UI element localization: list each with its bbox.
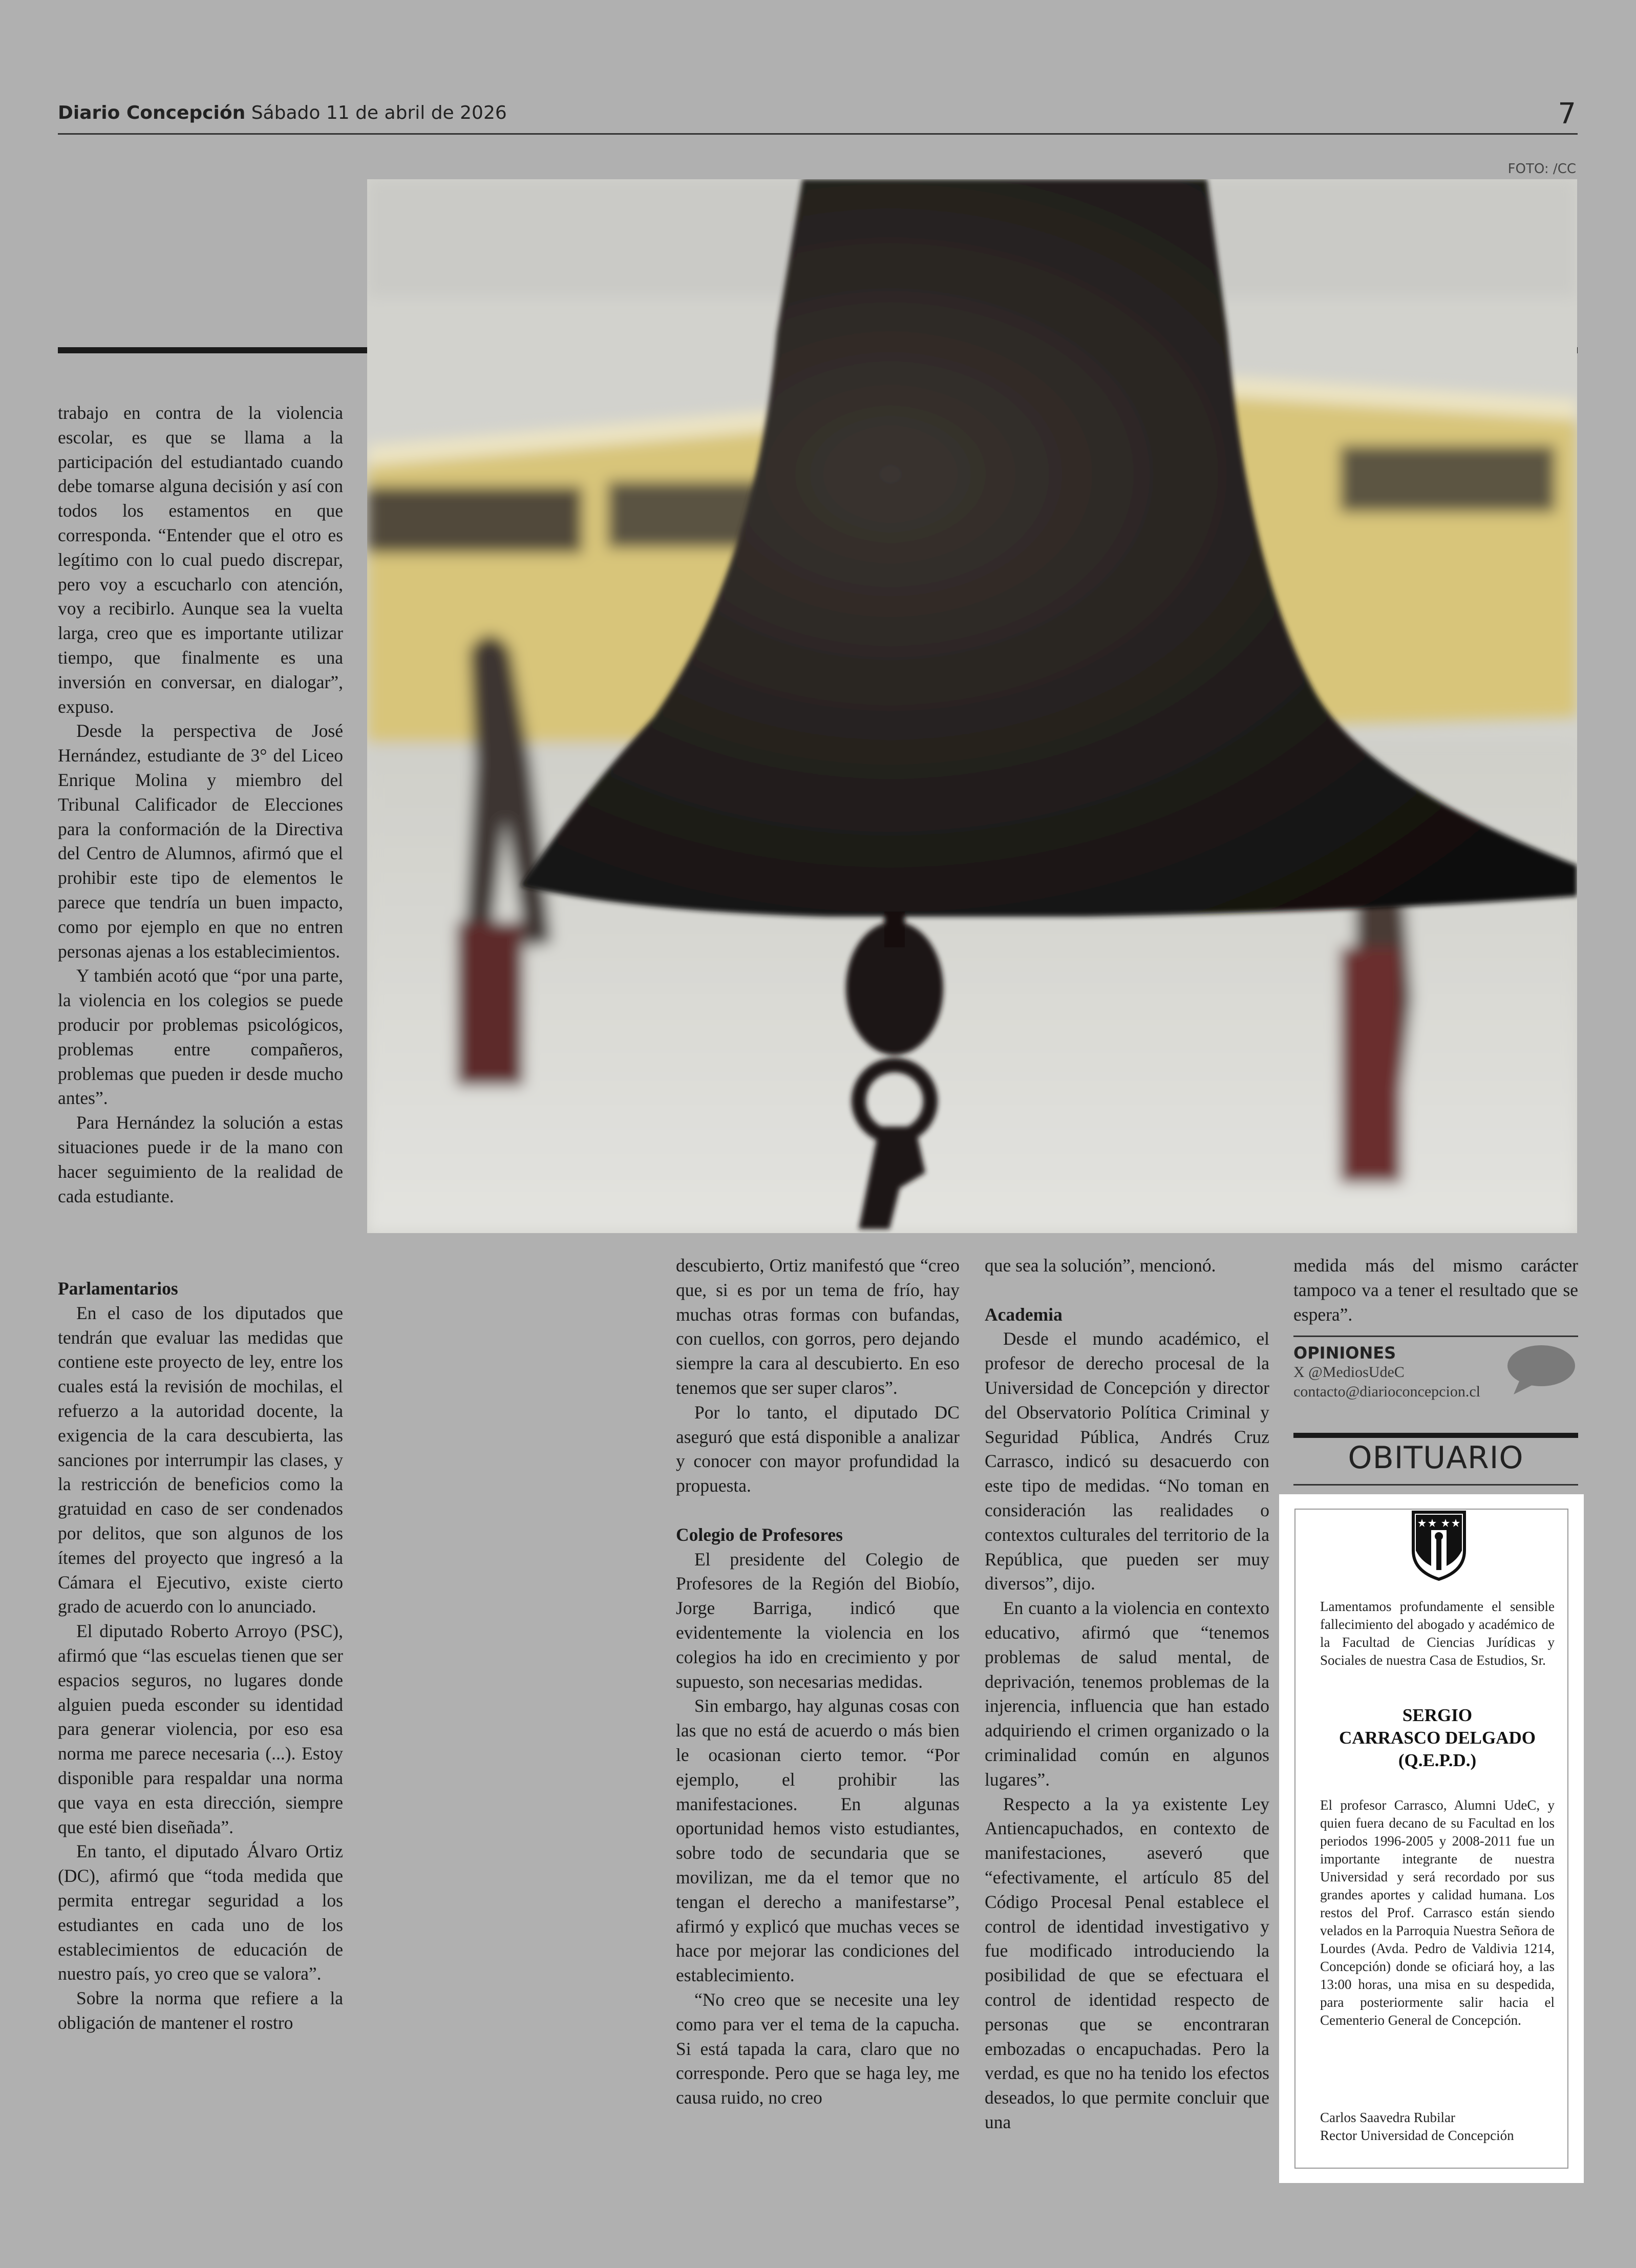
school-bell-photo-icon <box>367 179 1577 1233</box>
article-column-1-bottom <box>58 1277 343 2036</box>
obituary-box <box>1279 1494 1584 2183</box>
paragraph: Respecto a la ya existente Ley Antiencapuchados, en contexto de manifestaciones, aseveró que “efectivamente, el artículo 85 del Código Procesal Penal establece el control de identidad investigativo y fue modificado introduciendo la posibilidad de que se efectuara el control de identidad respecto de personas que se encontraran embozadas o encapuchadas. Pero la verdad, es que no ha tenido los efectos deseados, lo que permite concluir que una <box>985 1793 1269 2132</box>
subheading-parlamentarios: Parlamentarios <box>58 1278 178 1299</box>
obituary-signature-title: Rector Universidad de Concepción <box>1320 2128 1514 2143</box>
page-header <box>58 102 507 123</box>
article-column-3 <box>985 1254 1269 2135</box>
paragraph: Sin embargo, hay algunas cosas con las que no está de acuerdo o más bien le ocasionan cierto temor. “Por ejemplo, el prohibir las manifestaciones. En algunas oportunidad hemos visto estudiantes, sobre todo de secundaria que se movilizan, me da el temor que no tengan el derecho a manifestarse”, afirmó y explicó que muchas veces se hace por mejorar las condiciones del establecimiento. <box>676 1695 960 1986</box>
paragraph: Y también acotó que “por una parte, la violencia en los colegios se puede producir por problemas psicológicos, problemas entre compañeros, problemas que pueden ir desde mucho antes”. <box>58 965 343 1109</box>
article-column-4 <box>1293 1254 1578 1327</box>
udec-shield-emblem <box>1411 1510 1467 1584</box>
paragraph: “No creo que se necesite una ley como para ver el tema de la capucha. Si está tapada la cara, claro que no corresponde. Pero que se haga ley, me causa ruido, no creo <box>676 1989 960 2108</box>
paragraph: que sea la solución”, mencionó. <box>985 1255 1216 1276</box>
obituary-frame <box>1294 1509 1568 2169</box>
obituary-intro: Lamentamos profundamente el sensible fallecimiento del abogado y académico de la Facultad de Ciencias Jurídicas y Sociales de nuestra Casa de Estudios, Sr. <box>1320 1599 1555 1668</box>
photo-credit: FOTO: /CC <box>1507 161 1576 177</box>
issue-date: Sábado 11 de abril de 2026 <box>251 102 507 123</box>
opinions-social[interactable]: X @MediosUdeC <box>1293 1364 1405 1381</box>
newspaper-name: Diario Concepción <box>58 102 246 123</box>
opinions-email[interactable]: contacto@diarioconcepcion.cl <box>1293 1383 1480 1400</box>
page-number: 7 <box>1558 97 1576 131</box>
paragraph: En cuanto a la violencia en contexto educativo, afirmó que “tenemos problemas de salud mental, de deprivación, tenemos problemas de la injerencia, influencia que han estado adquiriendo el crimen organizado o la criminalidad común en algunos lugares”. <box>985 1598 1269 1790</box>
subheading-colegio: Colegio de Profesores <box>676 1524 843 1545</box>
paragraph: Desde la perspectiva de José Hernández, estudiante de 3° del Liceo Enrique Molina y miembro del Tribunal Calificador de Elecciones para la conformación de la Directiva del Centro de Alumnos, afirmó que el prohibir este tipo de elementos le parece que tendría un buen impacto, como por ejemplo en que no entren personas ajenas a los establecimientos. <box>58 720 343 962</box>
obituary-signature-name: Carlos Saavedra Rubilar <box>1320 2110 1455 2125</box>
obituary-name-line2: CARRASCO DELGADO <box>1338 1728 1536 1748</box>
obituary-rule <box>1293 1433 1578 1438</box>
header-rule <box>58 133 1578 135</box>
article-column-2 <box>676 1254 960 2110</box>
speech-bubble-icon <box>1504 1344 1576 1398</box>
subheading-academia: Academia <box>985 1304 1063 1325</box>
paragraph: En tanto, el diputado Álvaro Ortiz (DC), afirmó que “toda medida que permita entregar seguridad a los estudiantes en cada uno de los establecimientos de educación de nuestro país, yo creo que se valora”. <box>58 1841 343 1984</box>
paragraph: Por lo tanto, el diputado DC aseguró que está disponible a analizar y conocer con mayor profundidad la propuesta. <box>676 1402 960 1496</box>
paragraph: Para Hernández la solución a estas situaciones puede ir de la mano con hacer seguimiento de la realidad de cada estudiante. <box>58 1112 343 1206</box>
school-bell-photo <box>367 179 1577 1233</box>
paragraph: El presidente del Colegio de Profesores de la Región del Biobío, Jorge Barriga, indicó que evidentemente la violencia en los colegios ha ido en crecimiento y por supuesto, son necesarias medidas. <box>676 1549 960 1692</box>
paragraph: Desde el mundo académico, el profesor de derecho procesal de la Universidad de Concepción y director del Observatorio Política Criminal y Seguridad Pública, Andrés Cruz Carrasco, indicó su desacuerdo con este tipo de medidas. “No toman en consideración las realidades o contextos culturales del territorio de la República, que pueden ser muy diversos”, dijo. <box>985 1328 1269 1594</box>
paragraph: Sobre la norma que refiere a la obligación de mantener el rostro <box>58 1988 343 2033</box>
opinions-title: OPINIONES <box>1293 1343 1396 1363</box>
obituary-title: OBITUARIO <box>1348 1440 1524 1476</box>
paragraph: medida más del mismo carácter tampoco va a tener el resultado que se espera”. <box>1293 1255 1578 1325</box>
obituary-name-line3: (Q.E.P.D.) <box>1398 1750 1477 1770</box>
obituary-rule-thin <box>1293 1484 1578 1486</box>
obituary-name-line1: SERGIO <box>1402 1705 1473 1725</box>
paragraph: descubierto, Ortiz manifestó que “creo que, si es por un tema de frío, hay muchas otras formas con bufandas, con cuellos, con gorros, pero dejando siempre la cara al descubierto. En eso tenemos que ser super claros”. <box>676 1255 960 1398</box>
paragraph: En el caso de los diputados que tendrán que evaluar las medidas que contiene este proyecto de ley, entre los cuales está la revisión de mochilas, el refuerzo a la autoridad docente, la exigencia de la cara descubierta, las sanciones por interrumpir las clases, y la restricción de beneficios como la gratuidad en caso de ser condenados por delitos, que son algunos de los ítemes del proyecto que ingresó a la Cámara el Ejecutivo, existe cierto grado de acuerdo con lo anunciado. <box>58 1302 343 1617</box>
obituary-body: El profesor Carrasco, Alumni UdeC, y quien fuera decano de su Facultad en los periodos 1996-2005 y 2008-2011 fue un importante integrante de nuestra Universidad y será recordado por sus grandes aportes y calidad humana. Los restos del Prof. Carrasco están siendo velados en la Parroquia Nuestra Señora de Lourdes (Avda. Pedro de Valdivia 1214, Concepción) donde se oficiará hoy, a las 13:00 horas, una misa en su despedida, para posteriormente salir hacia el Cementerio General de Concepción. <box>1320 1797 1555 2028</box>
paragraph: trabajo en contra de la violencia escolar, es que se llama a la participación del estudiantado cuando debe tomarse alguna decisión y así con todos los estamentos en que corresponda. “Entender que el otro es legítimo con lo cual puedo discrepar, pero voy a escucharlo con atención, voy a recibirlo. Aunque sea la vuelta larga, creo que es importante utilizar tiempo, que finalmente es una inversión en conversar, en dialogar”, expuso. <box>58 402 343 717</box>
paragraph: El diputado Roberto Arroyo (PSC), afirmó que “las escuelas tienen que ser espacios seguros, no lugares donde alguien pueda esconder su identidad para generar violencia, por eso esa norma me parece necesaria (...). Estoy disponible para respaldar una norma que vaya en esta dirección, siempre que esté bien diseñada”. <box>58 1621 343 1837</box>
article-column-1-top <box>58 401 343 1209</box>
